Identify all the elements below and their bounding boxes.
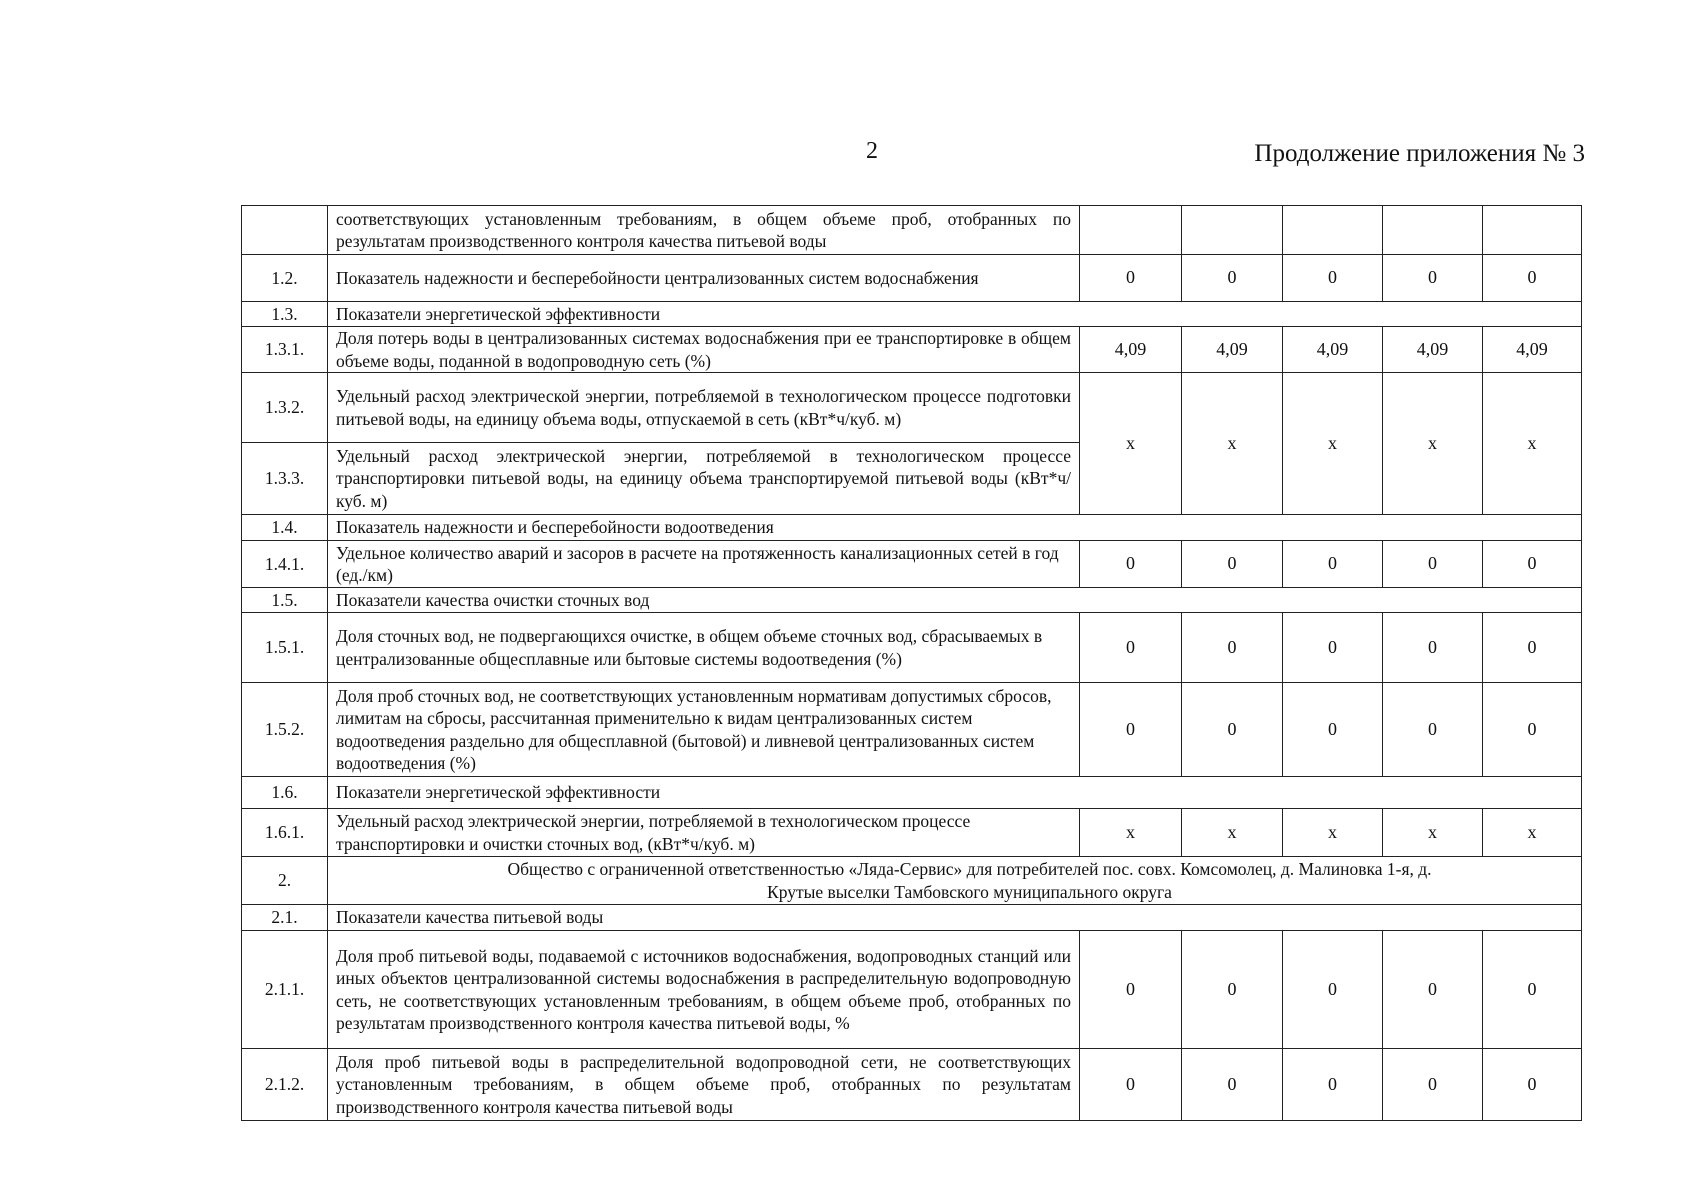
value-cell [1483,206,1582,255]
table-row [242,206,1582,255]
value-cell: х [1383,373,1483,515]
table-row [242,613,1582,683]
value-cell: х [1080,373,1182,515]
row-number: 2. [242,857,328,905]
row-description: Удельный расход электрической энергии, потребляемой в технологическом процессе транспортировки питьевой воды, на единицу объема транспортируемой питьевой воды (кВт*ч/куб. м) [328,443,1080,515]
value-cell [1080,206,1182,255]
value-cell [1283,206,1383,255]
value-cell [1383,206,1483,255]
value-cell: 0 [1283,541,1383,588]
row-description: Показатель надежности и бесперебойности централизованных систем водоснабжения [328,255,1080,302]
row-number: 2.1.1. [242,931,328,1049]
table-row [242,1049,1582,1121]
value-cell: х [1483,809,1582,857]
table-row [242,327,1582,373]
row-number: 2.1. [242,905,328,931]
value-cell: 4,09 [1383,327,1483,373]
value-cell: 0 [1182,1049,1283,1121]
section-row [242,515,1582,541]
value-cell: х [1182,809,1283,857]
value-cell: 0 [1080,255,1182,302]
value-cell: 0 [1383,683,1483,777]
row-number: 1.3.2. [242,373,328,443]
section-title: Показатели качества питьевой воды [328,905,1582,931]
value-cell [1182,206,1283,255]
table-row [242,541,1582,588]
value-cell: 0 [1383,613,1483,683]
value-cell: 0 [1080,541,1182,588]
row-number: 1.3.3. [242,443,328,515]
row-number [242,206,328,255]
indicators-table [241,205,1582,1121]
row-number: 1.5.2. [242,683,328,777]
value-cell: 0 [1182,541,1283,588]
value-cell: 0 [1483,541,1582,588]
section-title: Показатели качества очистки сточных вод [328,588,1582,613]
row-number: 1.5.1. [242,613,328,683]
value-cell: 0 [1182,255,1283,302]
value-cell: 0 [1283,931,1383,1049]
row-number: 1.3.1. [242,327,328,373]
section-row [242,777,1582,809]
value-cell: 0 [1483,255,1582,302]
row-number: 1.5. [242,588,328,613]
value-cell: х [1080,809,1182,857]
value-cell: 0 [1483,1049,1582,1121]
value-cell: 4,09 [1080,327,1182,373]
value-cell: 0 [1080,1049,1182,1121]
table-row [242,931,1582,1049]
value-cell: 0 [1283,1049,1383,1121]
value-cell: х [1283,809,1383,857]
value-cell: 0 [1383,1049,1483,1121]
row-description: соответствующих установленным требованиям, в общем объеме проб, отобранных по результатам производственного контроля качества питьевой воды [328,206,1080,255]
row-description: Доля потерь воды в централизованных системах водоснабжения при ее транспортировке в общем объеме воды, поданной в водопроводную сеть (%) [328,327,1080,373]
value-cell: х [1383,809,1483,857]
page-number: 2 [866,138,878,164]
section-title: Показатель надежности и бесперебойности водоотведения [328,515,1582,541]
row-number: 1.4.1. [242,541,328,588]
value-cell: 0 [1283,613,1383,683]
value-cell: 0 [1080,683,1182,777]
value-cell: 0 [1182,683,1283,777]
table-row [242,809,1582,857]
row-description: Доля сточных вод, не подвергающихся очистке, в общем объеме сточных вод, сбрасываемых в централизованные общесплавные или бытовые системы водоотведения (%) [328,613,1080,683]
value-cell: 0 [1283,255,1383,302]
value-cell: 4,09 [1182,327,1283,373]
section-title: Показатели энергетической эффективности [328,302,1582,327]
value-cell: 0 [1483,931,1582,1049]
table-row [242,255,1582,302]
value-cell: 0 [1283,683,1383,777]
value-cell: 0 [1182,931,1283,1049]
value-cell: 0 [1383,255,1483,302]
value-cell: х [1483,373,1582,515]
row-number: 1.4. [242,515,328,541]
section-row [242,588,1582,613]
organization-row [242,857,1582,905]
table-row [242,373,1582,443]
row-number: 1.2. [242,255,328,302]
row-description: Удельное количество аварий и засоров в расчете на протяженность канализационных сетей в год (ед./км) [328,541,1080,588]
row-description: Удельный расход электрической энергии, потребляемой в технологическом процессе подготовки питьевой воды, на единицу объема воды, отпускаемой в сеть (кВт*ч/куб. м) [328,373,1080,443]
value-cell: 0 [1483,683,1582,777]
row-description: Удельный расход электрической энергии, потребляемой в технологическом процессе транспортировки и очистки сточных вод, (кВт*ч/куб. м) [328,809,1080,857]
value-cell: 0 [1483,613,1582,683]
table-row [242,683,1582,777]
row-description: Доля проб питьевой воды в распределительной водопроводной сети, не соответствующих установленным требованиям, в общем объеме проб, отобранных по результатам производственного контроля качества питьевой воды [328,1049,1080,1121]
row-description: Доля проб сточных вод, не соответствующих установленным нормативам допустимых сбросов, лимитам на сбросы, рассчитанная применительно к видам централизованных систем водоотведения раздельно для общесплавной (бытовой) и ливневой централизованных систем водоотведения (%) [328,683,1080,777]
value-cell: 0 [1383,541,1483,588]
row-number: 1.6. [242,777,328,809]
value-cell: 0 [1080,613,1182,683]
row-number: 1.3. [242,302,328,327]
value-cell: 0 [1182,613,1283,683]
value-cell: х [1182,373,1283,515]
value-cell: 4,09 [1483,327,1582,373]
organization-title: Общество с ограниченной ответственностью «Ляда-Сервис» для потребителей пос. совх. Комсомолец, д. Малиновка 1-я, д. Крутые выселки Тамбовского муниципального округа [328,857,1582,905]
value-cell: 4,09 [1283,327,1383,373]
value-cell: 0 [1383,931,1483,1049]
value-cell: х [1283,373,1383,515]
section-title: Показатели энергетической эффективности [328,777,1582,809]
row-description: Доля проб питьевой воды, подаваемой с источников водоснабжения, водопроводных станций или иных объектов централизованной системы водоснабжения в распределительную водопроводную сеть, не соответствующих установленным требованиям, в общем объеме проб, отобранных по результатам производственного контроля качества питьевой воды, % [328,931,1080,1049]
section-row [242,905,1582,931]
value-cell: 0 [1080,931,1182,1049]
row-number: 2.1.2. [242,1049,328,1121]
section-row [242,302,1582,327]
row-number: 1.6.1. [242,809,328,857]
appendix-continuation-title: Продолжение приложения № 3 [1254,140,1585,167]
